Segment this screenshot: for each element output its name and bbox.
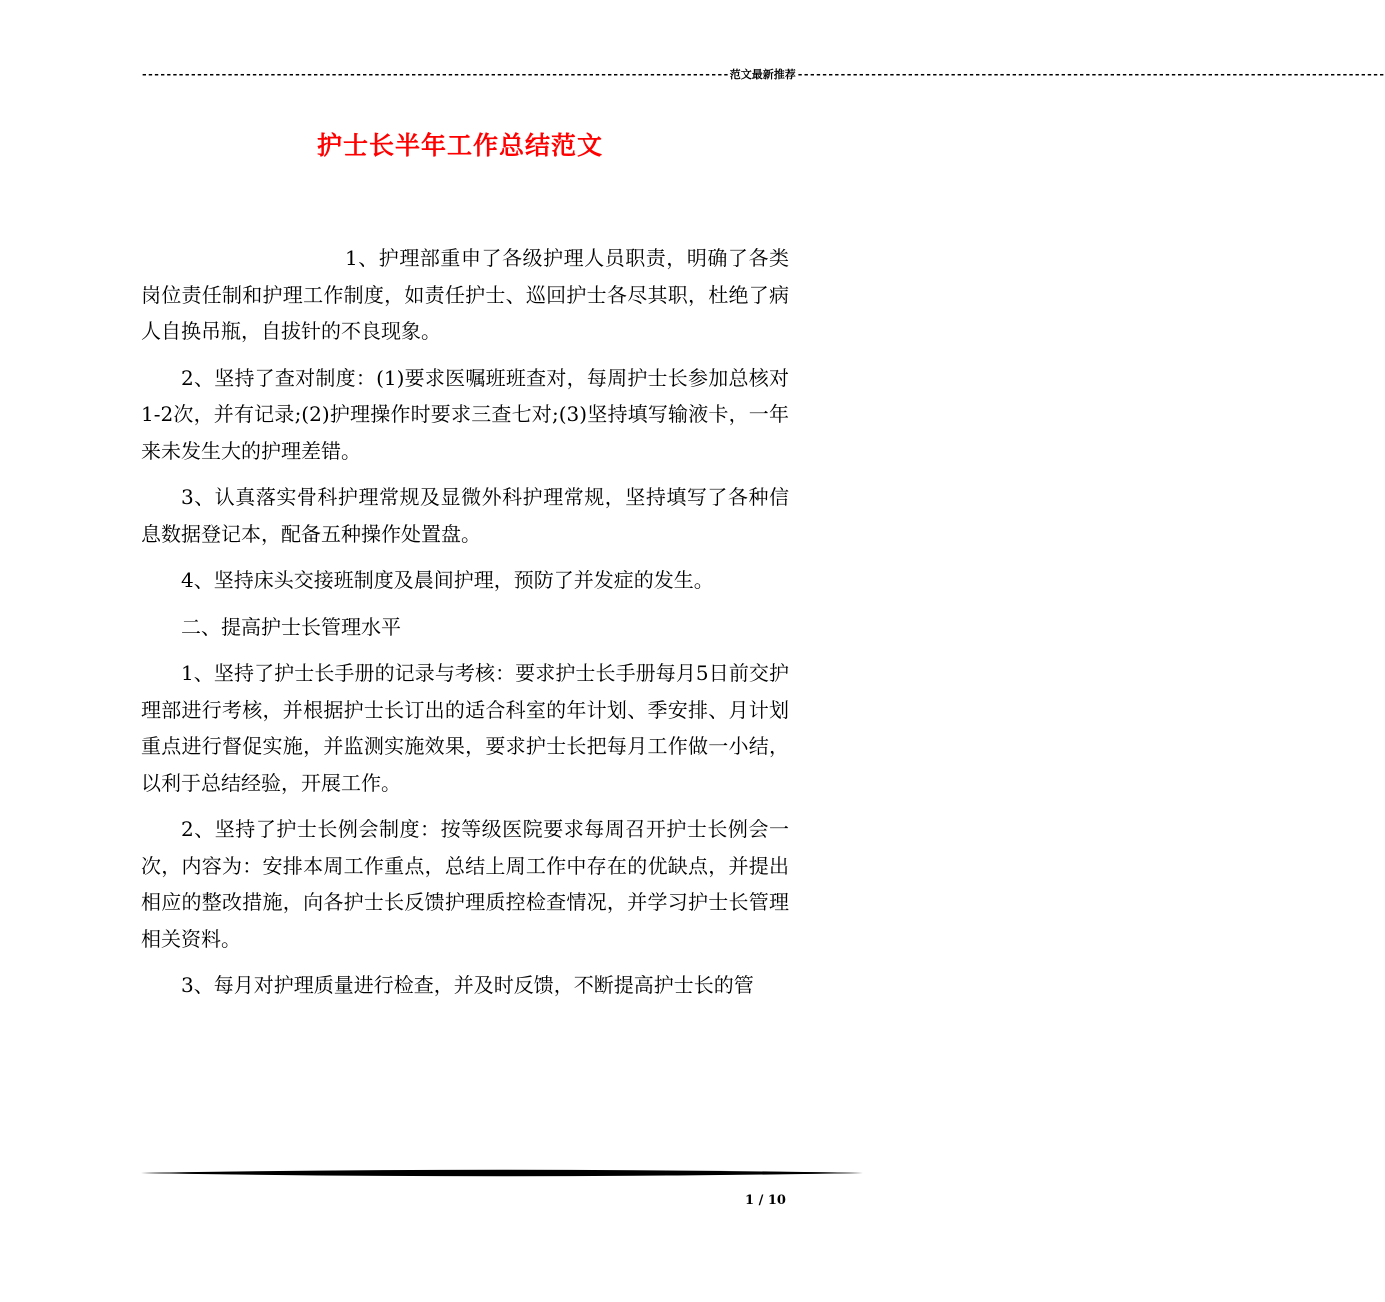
paragraph: 1、坚持了护士长手册的记录与考核：要求护士长手册每月5日前交护理部进行考核，并根据护士长订出的适合科室的年计划、季安排、月计划重点进行督促实施，并监测实施效果，要求护士长把每月工作做一小结，以利于总结经验，开展工作。 xyxy=(141,661,789,795)
header-dashes-right: ------------------------------------------------------------------------------------------------ xyxy=(796,68,1385,81)
header-dashes-left: ------------------------------------------------------------------------------------------------ xyxy=(141,68,729,81)
paragraph: 2、坚持了护士长例会制度：按等级医院要求每周召开护士长例会一次，内容为：安排本周工作重点，总结上周工作中存在的优缺点，并提出相应的整改措施，向各护士长反馈护理质控检查情况，并学习护士长管理相关资料。 xyxy=(141,817,789,951)
paragraph: 2、坚持了查对制度：(1)要求医嘱班班查对，每周护士长参加总核对1-2次，并有记录;(2)护理操作时要求三查七对;(3)坚持填写输液卡，一年来未发生大的护理差错。 xyxy=(141,365,789,463)
document-title: 护士长半年工作总结范文 xyxy=(316,131,603,160)
header-label: 范文最新推荐 xyxy=(729,68,796,81)
document-body xyxy=(141,240,789,1014)
section-heading: 二、提高护士长管理水平 xyxy=(181,614,401,639)
paragraph: 4、坚持床头交接班制度及晨间护理，预防了并发症的发生。 xyxy=(181,568,714,592)
page-header xyxy=(141,68,1385,82)
paragraph: 3、认真落实骨科护理常规及显微外科护理常规，坚持填写了各种信息数据登记本，配备五种操作处置盘。 xyxy=(141,485,789,546)
page-number: 1 / 10 xyxy=(745,1193,786,1208)
paragraph: 3、每月对护理质量进行检查，并及时反馈，不断提高护士长的管 xyxy=(181,973,754,997)
paragraph: 1、护理部重申了各级护理人员职责，明确了各类岗位责任制和护理工作制度，如责任护士、巡回护士各尽其职，杜绝了病人自换吊瓶，自拔针的不良现象。 xyxy=(141,246,789,343)
footer-rule xyxy=(141,1166,863,1180)
